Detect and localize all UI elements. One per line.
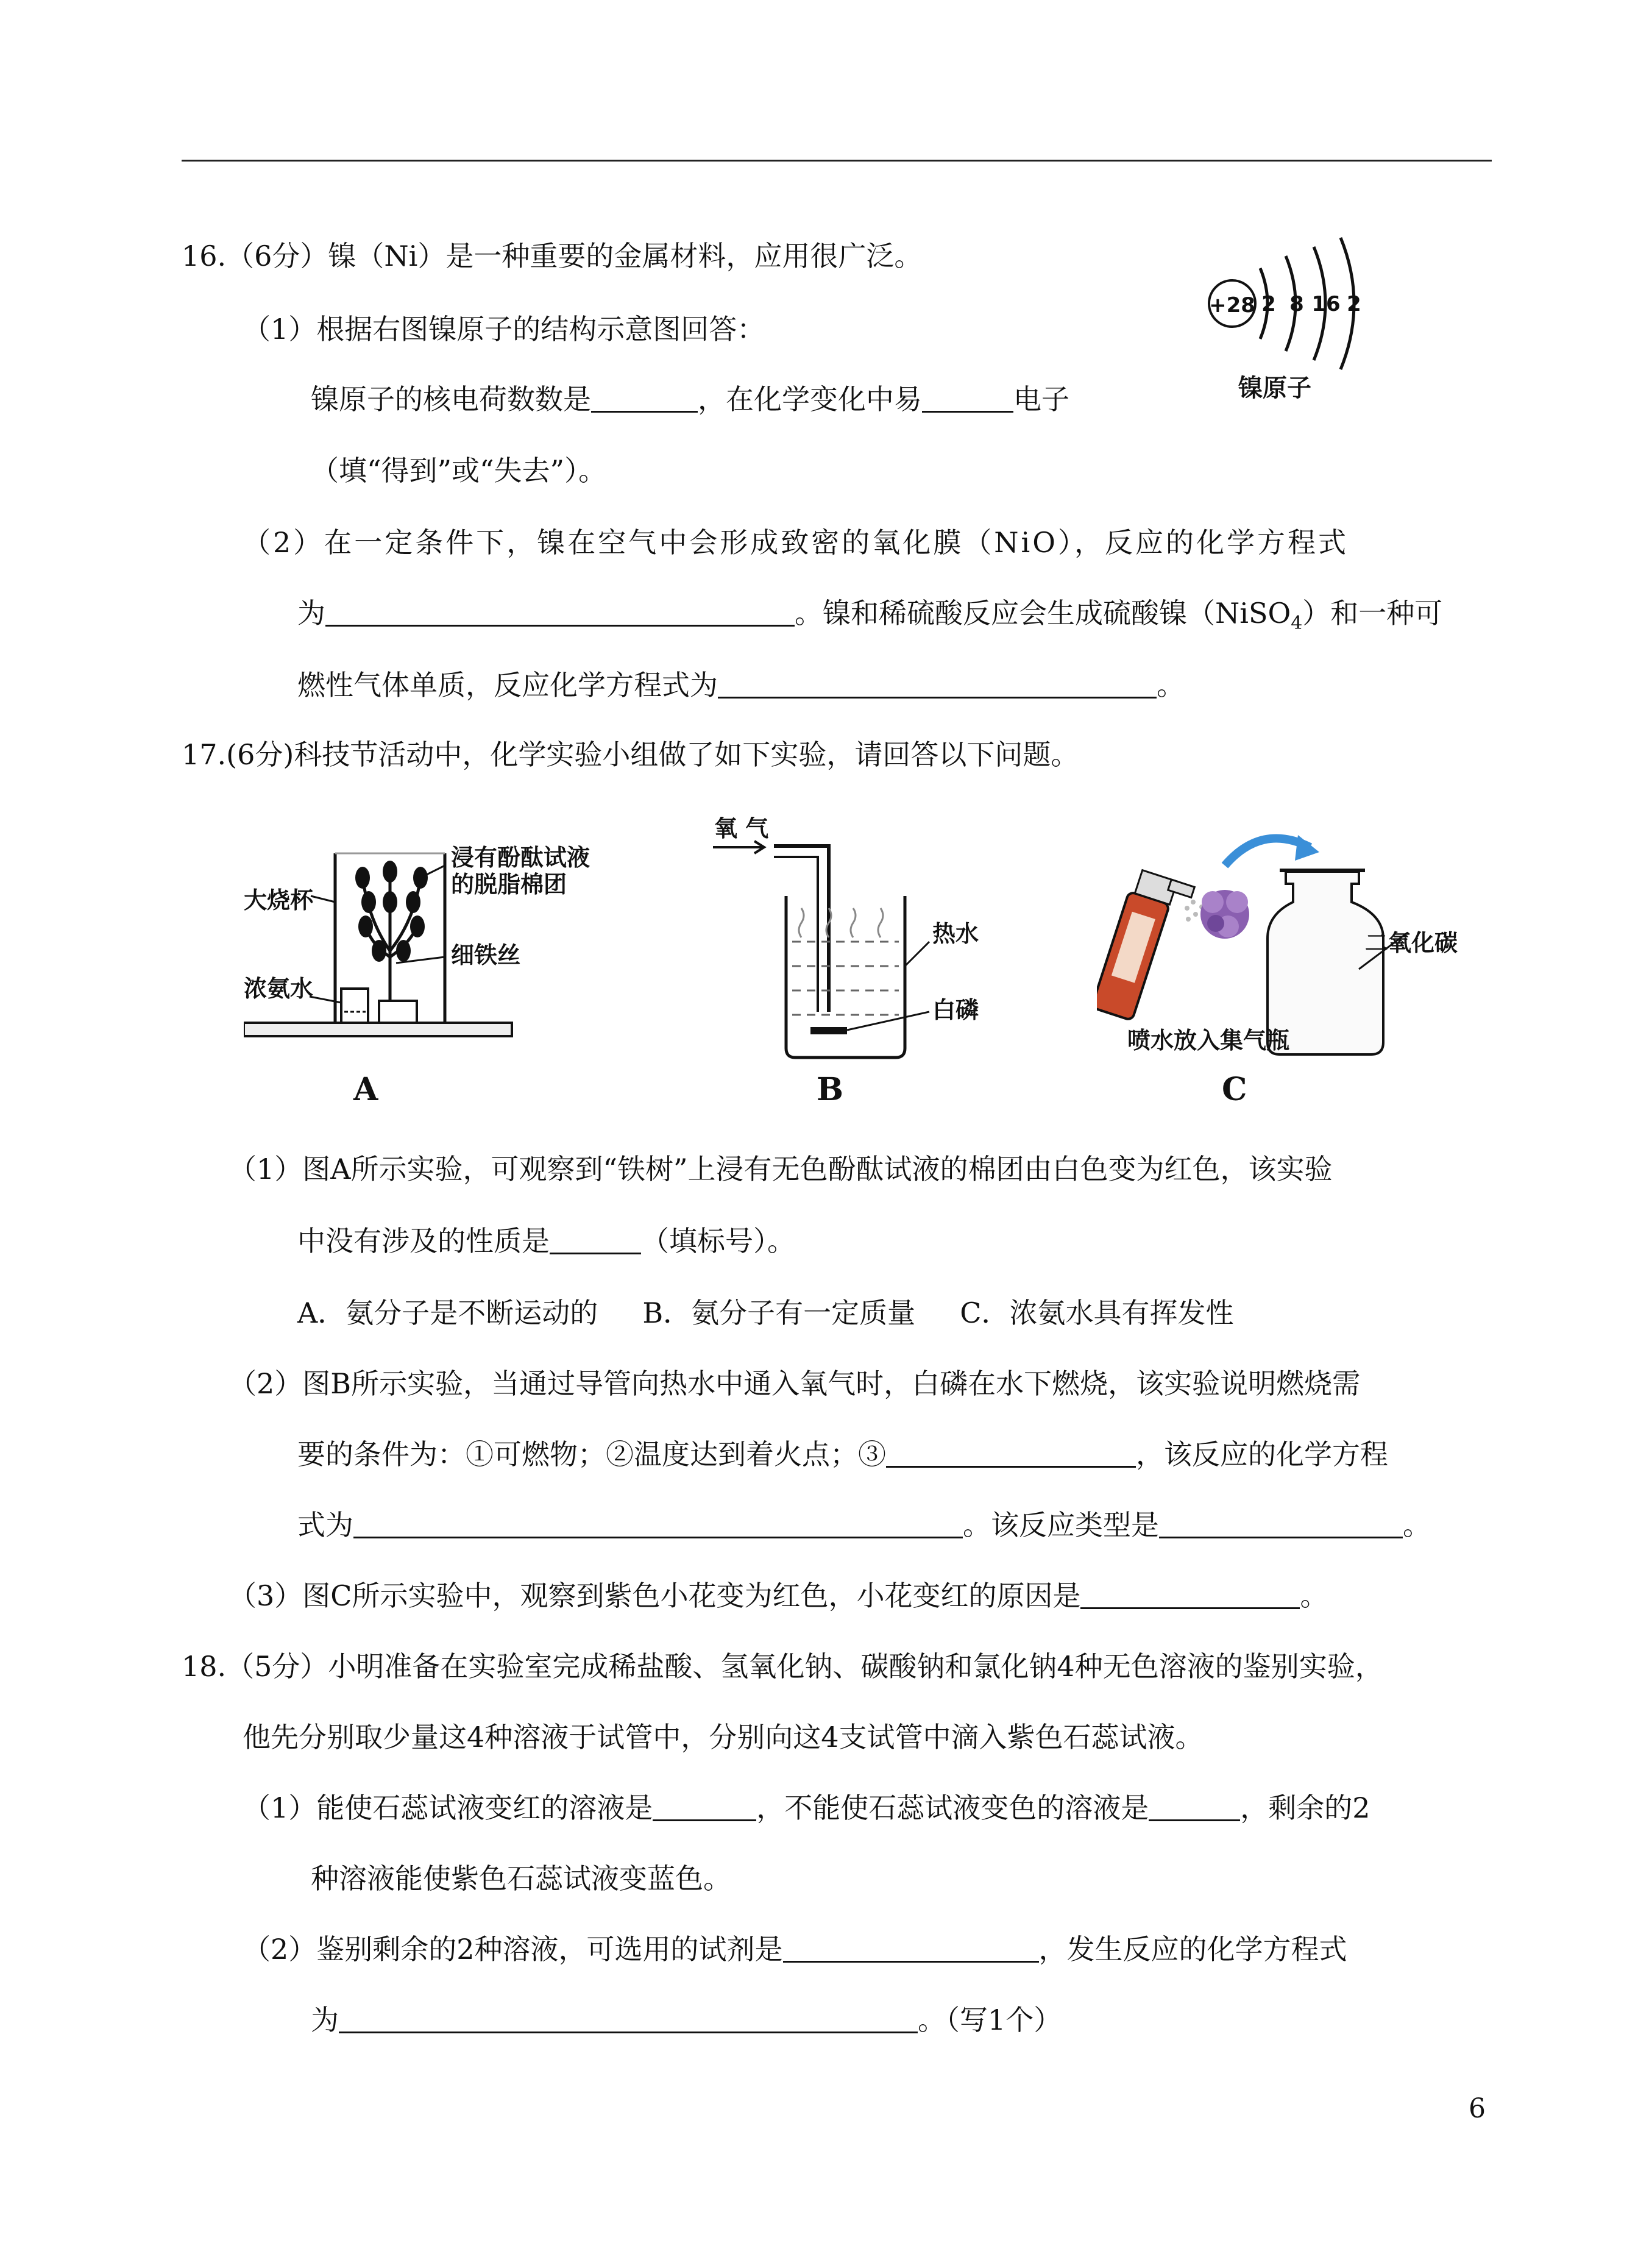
atom-caption: 镍原子 bbox=[1238, 374, 1311, 402]
q17-part2-line2: 要的条件为：①可燃物；②温度达到着火点；③ ，该反应的化学方程 bbox=[297, 1438, 1388, 1471]
figure-c-purple-flower bbox=[1200, 890, 1249, 939]
q17-part2-line1: （2）图B所示实验，当通过导管向热水中通入氧气时，白磷在水下燃烧，该实验说明燃烧需 bbox=[229, 1367, 1361, 1400]
q16-blank-equation1[interactable] bbox=[325, 598, 795, 627]
figure-a-label-beaker: 大烧杯 bbox=[244, 887, 314, 914]
figure-b-phosphorus-piece bbox=[810, 1027, 847, 1034]
figure-b-phosphorus bbox=[707, 817, 1024, 1115]
q17-heading: 17.(6分)科技节活动中，化学实验小组做了如下实验，请回答以下问题。 bbox=[182, 738, 1079, 771]
q16-part1: （1）根据右图镍原子的结构示意图回答： bbox=[243, 313, 765, 346]
q17-blank-equation[interactable] bbox=[353, 1510, 963, 1538]
figure-a-base-plate bbox=[244, 1023, 512, 1036]
q16-line4: 燃性气体单质，反应化学方程式为 。 bbox=[297, 669, 1185, 702]
shell-count-1: 2 bbox=[1261, 292, 1276, 316]
q18-blank-reagent[interactable] bbox=[783, 1934, 1039, 1963]
figure-a-label-ammonia: 浓氨水 bbox=[244, 975, 314, 1002]
figure-b-leader-water bbox=[905, 942, 929, 966]
q17-options: A．氨分子是不断运动的 B．氨分子有一定质量 C．浓氨水具有挥发性 bbox=[297, 1296, 1234, 1329]
nickel-atom-diagram bbox=[1194, 232, 1377, 408]
header-rule bbox=[182, 160, 1492, 162]
shell-count-4: 2 bbox=[1347, 292, 1361, 316]
q17-blank-property[interactable] bbox=[550, 1226, 641, 1254]
figure-b-caption: B bbox=[817, 1071, 843, 1108]
page-number: 6 bbox=[1469, 2093, 1486, 2124]
q17-part1-line2: 中没有涉及的性质是 （填标号）。 bbox=[297, 1225, 795, 1257]
shell-count-3: 16 bbox=[1311, 292, 1341, 316]
q18-part1-line2: 种溶液能使紫色石蕊试液变蓝色。 bbox=[311, 1862, 731, 1895]
figure-a-iron-tree bbox=[244, 829, 670, 1115]
q18-part2-line2: 为 。（写1个） bbox=[311, 2003, 1062, 2036]
q17-blank-reason[interactable] bbox=[1080, 1580, 1300, 1609]
figure-b-steam bbox=[799, 908, 883, 937]
figure-b-label-water: 热水 bbox=[932, 920, 979, 947]
q17-part1-line1: （1）图A所示实验，可观察到“铁树”上浸有无色酚酞试液的棉团由白色变为红色，该实验 bbox=[229, 1153, 1333, 1186]
figure-a-ammonia-beaker bbox=[341, 989, 368, 1023]
q18-blank-red[interactable] bbox=[653, 1793, 756, 1821]
q16-heading: 16.（6分）镍（Ni）是一种重要的金属材料，应用很广泛。 bbox=[182, 240, 923, 272]
figure-c-label-spray: 喷水放入集气瓶 bbox=[1127, 1027, 1290, 1054]
figure-b-label-oxygen: 氧 气 bbox=[714, 817, 769, 842]
figure-b-tube bbox=[774, 846, 829, 1012]
figure-a-label-cotton-2: 的脱脂棉团 bbox=[451, 871, 567, 898]
figure-b-water bbox=[792, 942, 899, 1015]
q17-part2-line3: 式为 。该反应类型是 。 bbox=[297, 1509, 1431, 1541]
q16-blank-equation2[interactable] bbox=[718, 670, 1157, 699]
figure-b-label-phosphorus: 白磷 bbox=[932, 997, 979, 1023]
q17-blank-condition[interactable] bbox=[886, 1439, 1136, 1468]
shell-count-2: 8 bbox=[1289, 292, 1304, 316]
figure-c-co2-flower bbox=[1097, 811, 1493, 1115]
q16-blank-electron[interactable] bbox=[922, 384, 1013, 413]
q18-blank-no-change[interactable] bbox=[1149, 1793, 1240, 1821]
figure-a-label-wire: 细铁丝 bbox=[451, 942, 521, 969]
q18-blank-equation[interactable] bbox=[339, 2005, 918, 2033]
nucleus-charge: +28 bbox=[1209, 293, 1255, 318]
figure-a-label-cotton-1: 浸有酚酞试液 bbox=[451, 844, 590, 871]
figure-b-tube-inner bbox=[774, 857, 818, 1012]
q16-part2: （2）在一定条件下，镍在空气中会形成致密的氧化膜（NiO），反应的化学方程式 bbox=[243, 526, 1349, 559]
figure-a-caption: A bbox=[353, 1071, 378, 1108]
q17-part3: （3）图C所示实验中，观察到紫色小花变为红色，小花变红的原因是 。 bbox=[229, 1579, 1328, 1612]
q17-blank-reaction-type[interactable] bbox=[1159, 1510, 1403, 1538]
q18-part2-line1: （2）鉴别剩余的2种溶液，可选用的试剂是 ，发生反应的化学方程式 bbox=[243, 1933, 1347, 1966]
figure-c-blue-arrow-head bbox=[1295, 835, 1319, 861]
figure-c-caption: C bbox=[1222, 1071, 1247, 1108]
figure-a-leader-beaker bbox=[311, 896, 335, 902]
figure-c-label-co2: 二氧化碳 bbox=[1365, 930, 1458, 956]
q16-line2: （填“得到”或“失去”）。 bbox=[311, 454, 607, 487]
q18-heading-line1: 18.（5分）小明准备在实验室完成稀盐酸、氢氧化钠、碳酸钠和氯化钠4种无色溶液的鉴别实验， bbox=[182, 1650, 1383, 1683]
q18-heading-line2: 他先分别取少量这4种溶液于试管中，分别向这4支试管中滴入紫色石蕊试液。 bbox=[243, 1721, 1204, 1754]
q16-line1: 镍原子的核电荷数数是 ，在化学变化中易 电子 bbox=[311, 383, 1069, 416]
q16-blank-charge[interactable] bbox=[591, 384, 698, 413]
q16-line3: 为 。镍和稀硫酸反应会生成硫酸镍（NiSO$_4$）和一种可 bbox=[297, 597, 1443, 635]
q18-part1-line1: （1）能使石蕊试液变红的溶液是 ，不能使石蕊试液变色的溶液是 ，剩余的2 bbox=[243, 1791, 1370, 1824]
figure-a-stand bbox=[379, 1001, 417, 1023]
figure-c-spray-bottle bbox=[1097, 868, 1194, 1026]
